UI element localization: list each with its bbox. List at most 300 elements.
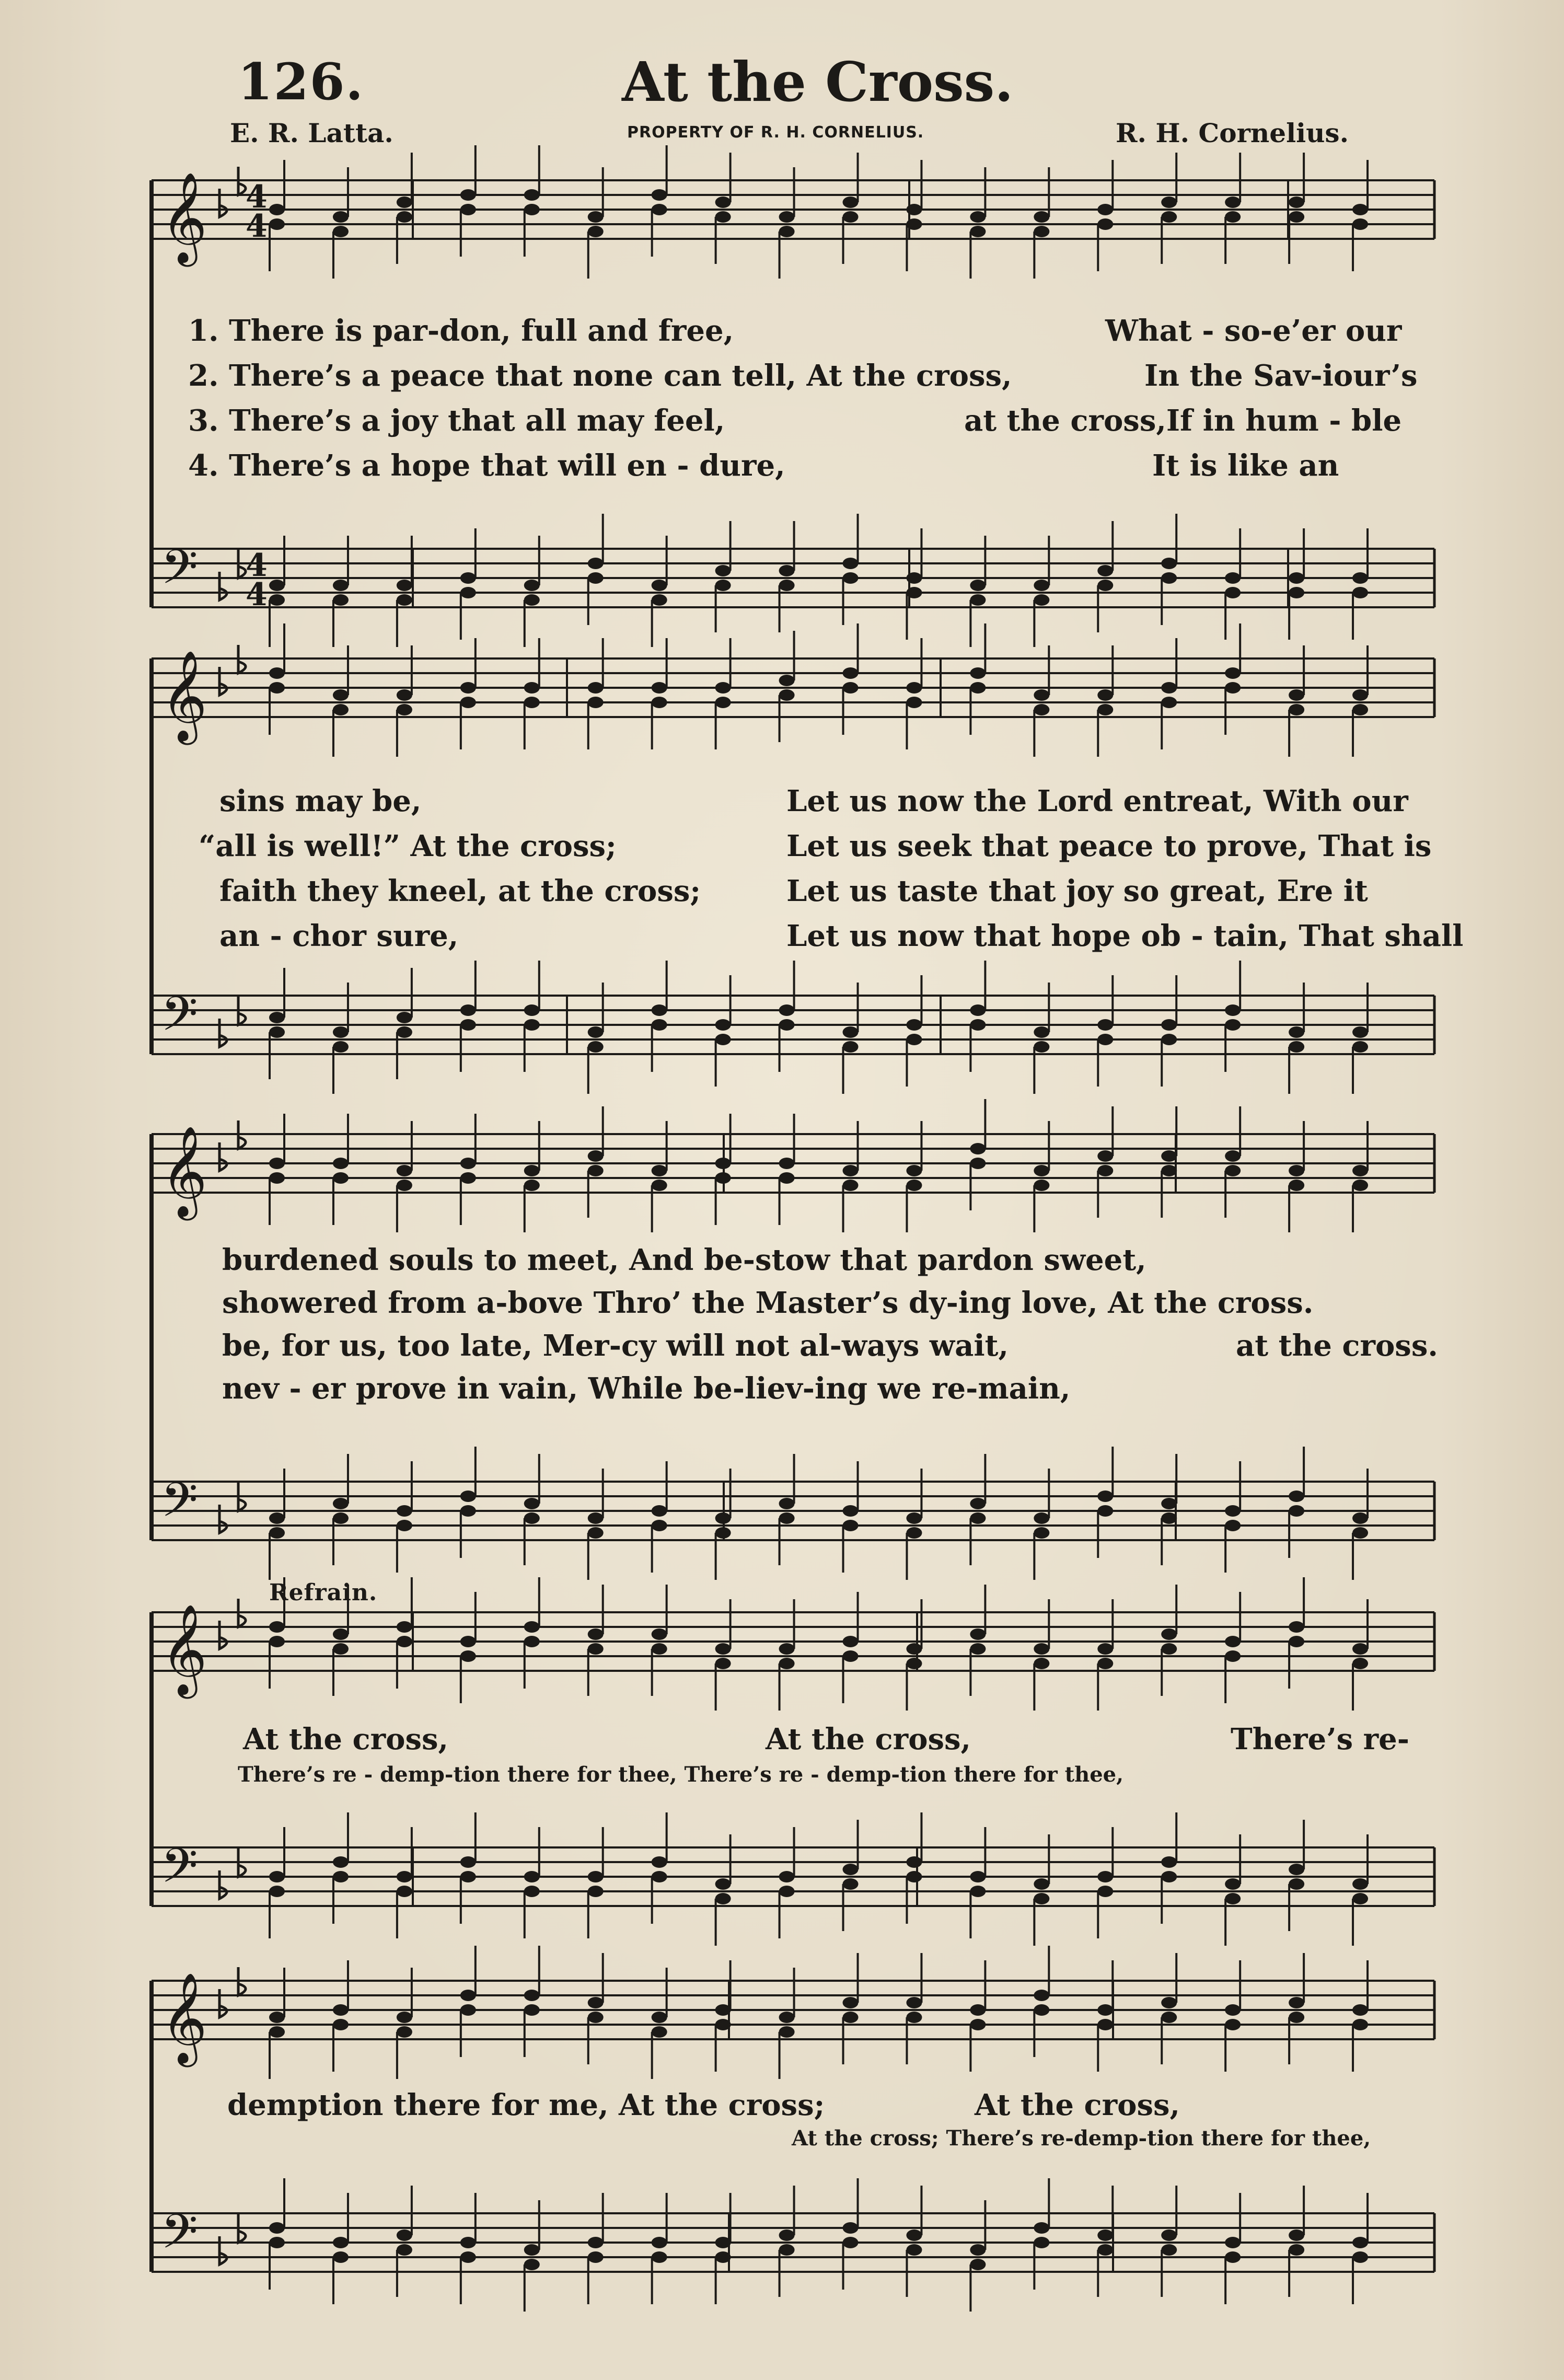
- notehead: [588, 2251, 604, 2263]
- notehead: [333, 2237, 349, 2248]
- notehead: [1225, 1004, 1241, 1016]
- notehead: [333, 1628, 349, 1640]
- notehead: [652, 1004, 667, 1016]
- notehead: [779, 1658, 795, 1669]
- notehead: [843, 1878, 859, 1890]
- notehead: [970, 1643, 986, 1655]
- notehead: [1161, 2244, 1177, 2256]
- notehead: [269, 1621, 285, 1633]
- notehead: [269, 2026, 285, 2038]
- notehead: [524, 2004, 540, 2016]
- notehead: [1034, 1165, 1049, 1176]
- notehead: [1289, 1621, 1304, 1633]
- refrain-line-2b: At the cross,: [975, 2088, 1180, 2122]
- notehead: [1289, 1491, 1304, 1502]
- notehead: [906, 1997, 922, 2008]
- notehead: [1161, 2012, 1177, 2023]
- notehead: [1352, 587, 1368, 598]
- notehead: [1097, 2229, 1113, 2241]
- verse-1-line-1-end: What - so-e’er our: [1105, 314, 1402, 348]
- verse-3-line-1-end: at the cross,If in hum - ble: [964, 403, 1402, 438]
- key-flat-sign: [219, 572, 227, 600]
- notehead: [970, 1004, 986, 1016]
- notehead: [652, 1505, 667, 1517]
- notehead: [715, 2004, 731, 2016]
- notehead: [1097, 1643, 1113, 1655]
- notehead: [269, 204, 285, 215]
- notehead: [1225, 1165, 1241, 1176]
- notehead: [1034, 580, 1049, 591]
- verse-4-line-2a: an - chor sure,: [219, 919, 459, 953]
- notehead: [588, 1512, 604, 1524]
- notehead: [397, 197, 412, 208]
- notehead: [460, 1491, 476, 1502]
- notehead: [588, 1165, 604, 1176]
- notehead: [1289, 689, 1304, 701]
- notehead: [460, 189, 476, 201]
- verse-1-line-3: burdened souls to meet, And be-stow that pardon sweet,: [222, 1243, 1146, 1277]
- notehead: [333, 1643, 349, 1655]
- notehead: [652, 2026, 667, 2038]
- notehead: [906, 587, 922, 598]
- notehead: [1289, 572, 1304, 584]
- notehead: [460, 204, 476, 215]
- notehead: [524, 1165, 540, 1176]
- notehead: [524, 682, 540, 694]
- notehead: [843, 1505, 859, 1517]
- notehead: [779, 675, 795, 686]
- notehead: [1161, 572, 1177, 584]
- notehead: [906, 1856, 922, 1868]
- notehead: [460, 1856, 476, 1868]
- notehead: [1225, 682, 1241, 694]
- notehead: [397, 1886, 412, 1897]
- notehead: [524, 1990, 540, 2001]
- notehead: [524, 594, 540, 606]
- refrain-line-1a: At the cross,: [243, 1722, 449, 1757]
- notehead: [460, 587, 476, 598]
- notehead: [1034, 1180, 1049, 1191]
- notehead: [1352, 1643, 1368, 1655]
- notehead: [779, 580, 795, 591]
- refrain-label: Refrain.: [269, 1579, 378, 1606]
- notehead: [906, 1527, 922, 1539]
- notehead: [1161, 1871, 1177, 1882]
- key-flat-sign: [219, 1989, 227, 2017]
- notehead: [460, 697, 476, 708]
- notehead: [970, 1143, 986, 1154]
- notehead: [1352, 1165, 1368, 1176]
- notehead: [1289, 211, 1304, 223]
- notehead: [1034, 1643, 1049, 1655]
- notehead: [1225, 2251, 1241, 2263]
- notehead: [1352, 2251, 1368, 2263]
- notehead: [1097, 1150, 1113, 1162]
- notehead: [779, 211, 795, 223]
- notehead: [970, 2019, 986, 2030]
- notehead: [333, 1026, 349, 1038]
- notehead: [397, 689, 412, 701]
- notehead: [1097, 1886, 1113, 1897]
- notehead: [1161, 1034, 1177, 1045]
- notehead: [779, 2026, 795, 2038]
- notehead: [906, 572, 922, 584]
- notehead: [460, 2251, 476, 2263]
- notehead: [524, 1004, 540, 1016]
- notehead: [906, 2229, 922, 2241]
- notehead: [1352, 704, 1368, 715]
- notehead: [333, 226, 349, 237]
- treble-clef-icon: 𝄞: [161, 650, 207, 741]
- notehead: [779, 1004, 795, 1016]
- notehead: [843, 558, 859, 569]
- notehead: [269, 1527, 285, 1539]
- notehead: [906, 218, 922, 230]
- key-flat-sign: [219, 1621, 227, 1649]
- key-flat-sign: [219, 189, 227, 217]
- notehead: [333, 594, 349, 606]
- notehead: [1161, 1997, 1177, 2008]
- notehead: [1097, 204, 1113, 215]
- notehead: [843, 1650, 859, 1662]
- notehead: [843, 1636, 859, 1647]
- notehead: [333, 2004, 349, 2016]
- notehead: [460, 1172, 476, 1184]
- notehead: [1161, 197, 1177, 208]
- notehead: [1034, 689, 1049, 701]
- notehead: [970, 682, 986, 694]
- notehead: [843, 1997, 859, 2008]
- notehead: [588, 2012, 604, 2023]
- notehead: [1289, 704, 1304, 715]
- time-signature: 4: [246, 576, 268, 613]
- notehead: [652, 697, 667, 708]
- notehead: [1352, 1527, 1368, 1539]
- notehead: [715, 1158, 731, 1169]
- notehead: [715, 1512, 731, 1524]
- notehead: [715, 1034, 731, 1045]
- bass-clef-icon: 𝄢: [161, 2204, 198, 2271]
- notehead: [1034, 2004, 1049, 2016]
- notehead: [1034, 1990, 1049, 2001]
- notehead: [843, 1180, 859, 1191]
- notehead: [906, 204, 922, 215]
- notehead: [1289, 1636, 1304, 1647]
- notehead: [1097, 580, 1113, 591]
- notehead: [333, 2019, 349, 2030]
- notehead: [652, 2251, 667, 2263]
- notehead: [970, 1512, 986, 1524]
- refrain-line-1c: There’s re-: [1231, 1722, 1410, 1757]
- notehead: [1161, 1019, 1177, 1031]
- notehead: [397, 1012, 412, 1023]
- verse-1-line-1: 1. There is par-don, full and free,: [188, 314, 734, 348]
- notehead: [588, 1026, 604, 1038]
- notehead: [588, 1041, 604, 1053]
- notehead: [715, 1893, 731, 1904]
- notehead: [333, 1172, 349, 1184]
- notehead: [906, 1034, 922, 1045]
- notehead: [1097, 218, 1113, 230]
- notehead: [1034, 1527, 1049, 1539]
- notehead: [1097, 1034, 1113, 1045]
- notehead: [524, 2244, 540, 2256]
- notehead: [1097, 1505, 1113, 1517]
- notehead: [1352, 1512, 1368, 1524]
- notehead: [1161, 2229, 1177, 2241]
- notehead: [1097, 565, 1113, 576]
- verse-3-line-3-end: at the cross.: [1236, 1328, 1438, 1363]
- notehead: [906, 1512, 922, 1524]
- notehead: [333, 1871, 349, 1882]
- refrain-alto-line-2: At the cross; There’s re-demp-tion there for thee,: [792, 2126, 1371, 2151]
- notehead: [1097, 689, 1113, 701]
- notehead: [1289, 1505, 1304, 1517]
- notehead: [652, 2012, 667, 2023]
- composer-credit: R. H. Cornelius.: [1116, 118, 1349, 148]
- lyricist-credit: E. R. Latta.: [230, 118, 393, 148]
- notehead: [906, 1871, 922, 1882]
- notehead: [588, 1527, 604, 1539]
- hymn-number: 126.: [238, 52, 364, 111]
- notehead: [1097, 1491, 1113, 1502]
- notehead: [779, 1158, 795, 1169]
- notehead: [1352, 2019, 1368, 2030]
- notehead: [843, 2237, 859, 2248]
- notehead: [588, 1871, 604, 1882]
- verse-2-line-1: 2. There’s a peace that none can tell, At the cross,: [188, 359, 1012, 393]
- notehead: [1034, 1878, 1049, 1890]
- notehead: [1161, 1856, 1177, 1868]
- notehead: [1289, 2012, 1304, 2023]
- notehead: [970, 1886, 986, 1897]
- notehead: [333, 1498, 349, 1509]
- notehead: [524, 1886, 540, 1897]
- notehead: [524, 1871, 540, 1882]
- notehead: [460, 1004, 476, 1016]
- notehead: [779, 565, 795, 576]
- notehead: [1289, 1180, 1304, 1191]
- copyright-notice: PROPERTY OF R. H. CORNELIUS.: [627, 123, 924, 142]
- notehead: [269, 1158, 285, 1169]
- verse-4-line-1-end: It is like an: [1152, 448, 1339, 483]
- notehead: [524, 1636, 540, 1647]
- notehead: [652, 1628, 667, 1640]
- notehead: [460, 2004, 476, 2016]
- verse-3-line-3: be, for us, too late, Mer-cy will not al-ways wait,: [222, 1328, 1009, 1363]
- notehead: [906, 2244, 922, 2256]
- notehead: [1289, 197, 1304, 208]
- time-signature: 4: [246, 208, 268, 245]
- notehead: [588, 1628, 604, 1640]
- treble-clef-icon: 𝄞: [161, 172, 207, 263]
- notehead: [906, 682, 922, 694]
- notehead: [588, 558, 604, 569]
- notehead: [970, 594, 986, 606]
- notehead: [1225, 572, 1241, 584]
- verse-4-line-3: nev - er prove in vain, While be-liev-ing we re-main,: [222, 1371, 1071, 1406]
- notehead: [843, 682, 859, 694]
- notehead: [524, 189, 540, 201]
- notehead: [397, 2026, 412, 2038]
- bass-clef-icon: 𝄢: [161, 1472, 198, 1539]
- notehead: [779, 2229, 795, 2241]
- notehead: [970, 1158, 986, 1169]
- notehead: [779, 1172, 795, 1184]
- notehead: [588, 1150, 604, 1162]
- notehead: [1289, 587, 1304, 598]
- notehead: [524, 1498, 540, 1509]
- verse-4-line-1: 4. There’s a hope that will en - dure,: [188, 448, 785, 483]
- notehead: [652, 2237, 667, 2248]
- notehead: [1352, 1026, 1368, 1038]
- notehead: [715, 697, 731, 708]
- notehead: [1352, 1041, 1368, 1053]
- verse-2-line-1-end: In the Sav-iour’s: [1144, 359, 1418, 393]
- notehead: [843, 1520, 859, 1531]
- notehead: [652, 1856, 667, 1868]
- notehead: [588, 211, 604, 223]
- notehead: [843, 211, 859, 223]
- notehead: [715, 565, 731, 576]
- notehead: [397, 1505, 412, 1517]
- notehead: [269, 2222, 285, 2234]
- notehead: [1161, 697, 1177, 708]
- notehead: [1225, 1878, 1241, 1890]
- notehead: [333, 1041, 349, 1053]
- notehead: [843, 1026, 859, 1038]
- notehead: [906, 2012, 922, 2023]
- notehead: [588, 697, 604, 708]
- notehead: [333, 704, 349, 715]
- notehead: [524, 2259, 540, 2270]
- notehead: [970, 226, 986, 237]
- notehead: [1161, 1628, 1177, 1640]
- key-flat-sign: [219, 1142, 227, 1171]
- notehead: [460, 1650, 476, 1662]
- notehead: [1352, 218, 1368, 230]
- notehead: [779, 1512, 795, 1524]
- notehead: [779, 1019, 795, 1031]
- notehead: [269, 1012, 285, 1023]
- treble-clef-icon: 𝄞: [161, 1972, 207, 2063]
- notehead: [970, 2259, 986, 2270]
- notehead: [524, 1621, 540, 1633]
- notehead: [715, 1019, 731, 1031]
- notehead: [460, 1505, 476, 1517]
- notehead: [460, 572, 476, 584]
- notehead: [524, 1512, 540, 1524]
- time-signature: 4: [246, 179, 268, 215]
- notehead: [779, 689, 795, 701]
- notehead: [652, 1643, 667, 1655]
- notehead: [269, 218, 285, 230]
- notehead: [588, 1886, 604, 1897]
- notehead: [460, 2237, 476, 2248]
- notehead: [652, 189, 667, 201]
- verse-3-line-2a: faith they kneel, at the cross;: [219, 874, 701, 908]
- notehead: [1289, 1997, 1304, 2008]
- notehead: [1034, 211, 1049, 223]
- notehead: [397, 1871, 412, 1882]
- notehead: [524, 204, 540, 215]
- time-signature: 4: [246, 547, 268, 584]
- notehead: [970, 211, 986, 223]
- key-flat-sign: [219, 667, 227, 695]
- notehead: [269, 580, 285, 591]
- notehead: [1225, 667, 1241, 679]
- refrain-line-2a: demption there for me, At the cross;: [227, 2088, 825, 2122]
- notehead: [906, 1180, 922, 1191]
- notehead: [460, 1871, 476, 1882]
- notehead: [333, 580, 349, 591]
- notehead: [906, 1658, 922, 1669]
- notehead: [970, 667, 986, 679]
- notehead: [1225, 1636, 1241, 1647]
- refrain-alto-line-1: There’s re - demp-tion there for thee, There’s re - demp-tion there for thee,: [238, 1762, 1124, 1787]
- notehead: [397, 594, 412, 606]
- notehead: [524, 580, 540, 591]
- notehead: [1161, 1165, 1177, 1176]
- notehead: [269, 2237, 285, 2248]
- notehead: [970, 1628, 986, 1640]
- notehead: [397, 211, 412, 223]
- notehead: [524, 1180, 540, 1191]
- notehead: [843, 197, 859, 208]
- notehead: [1161, 1150, 1177, 1162]
- notehead: [1034, 1658, 1049, 1669]
- notehead: [1289, 1041, 1304, 1053]
- notehead: [588, 2237, 604, 2248]
- verse-2-line-2a: “all is well!” At the cross;: [199, 829, 617, 863]
- notehead: [397, 1636, 412, 1647]
- notehead: [397, 1165, 412, 1176]
- notehead: [1352, 2237, 1368, 2248]
- notehead: [779, 2244, 795, 2256]
- notehead: [397, 1026, 412, 1038]
- notehead: [779, 1643, 795, 1655]
- notehead: [970, 1498, 986, 1509]
- notehead: [1034, 1893, 1049, 1904]
- notehead: [715, 2019, 731, 2030]
- notehead: [524, 697, 540, 708]
- notehead: [269, 1636, 285, 1647]
- notehead: [1161, 1643, 1177, 1655]
- notehead: [843, 2222, 859, 2234]
- notehead: [1225, 2019, 1241, 2030]
- notehead: [1289, 2229, 1304, 2241]
- notehead: [1097, 1019, 1113, 1031]
- notehead: [1161, 558, 1177, 569]
- notehead: [779, 1498, 795, 1509]
- notehead: [1161, 1512, 1177, 1524]
- notehead: [970, 1019, 986, 1031]
- notehead: [333, 1158, 349, 1169]
- notehead: [588, 1997, 604, 2008]
- notehead: [1034, 2222, 1049, 2234]
- notehead: [1225, 1150, 1241, 1162]
- notehead: [1352, 1658, 1368, 1669]
- notehead: [1352, 1878, 1368, 1890]
- notehead: [779, 2012, 795, 2023]
- notehead: [779, 226, 795, 237]
- notehead: [1034, 1041, 1049, 1053]
- notehead: [1289, 2244, 1304, 2256]
- notehead: [970, 580, 986, 591]
- verse-2-line-2b: Let us seek that peace to prove, That is: [786, 829, 1432, 863]
- notehead: [588, 1643, 604, 1655]
- notehead: [1097, 2244, 1113, 2256]
